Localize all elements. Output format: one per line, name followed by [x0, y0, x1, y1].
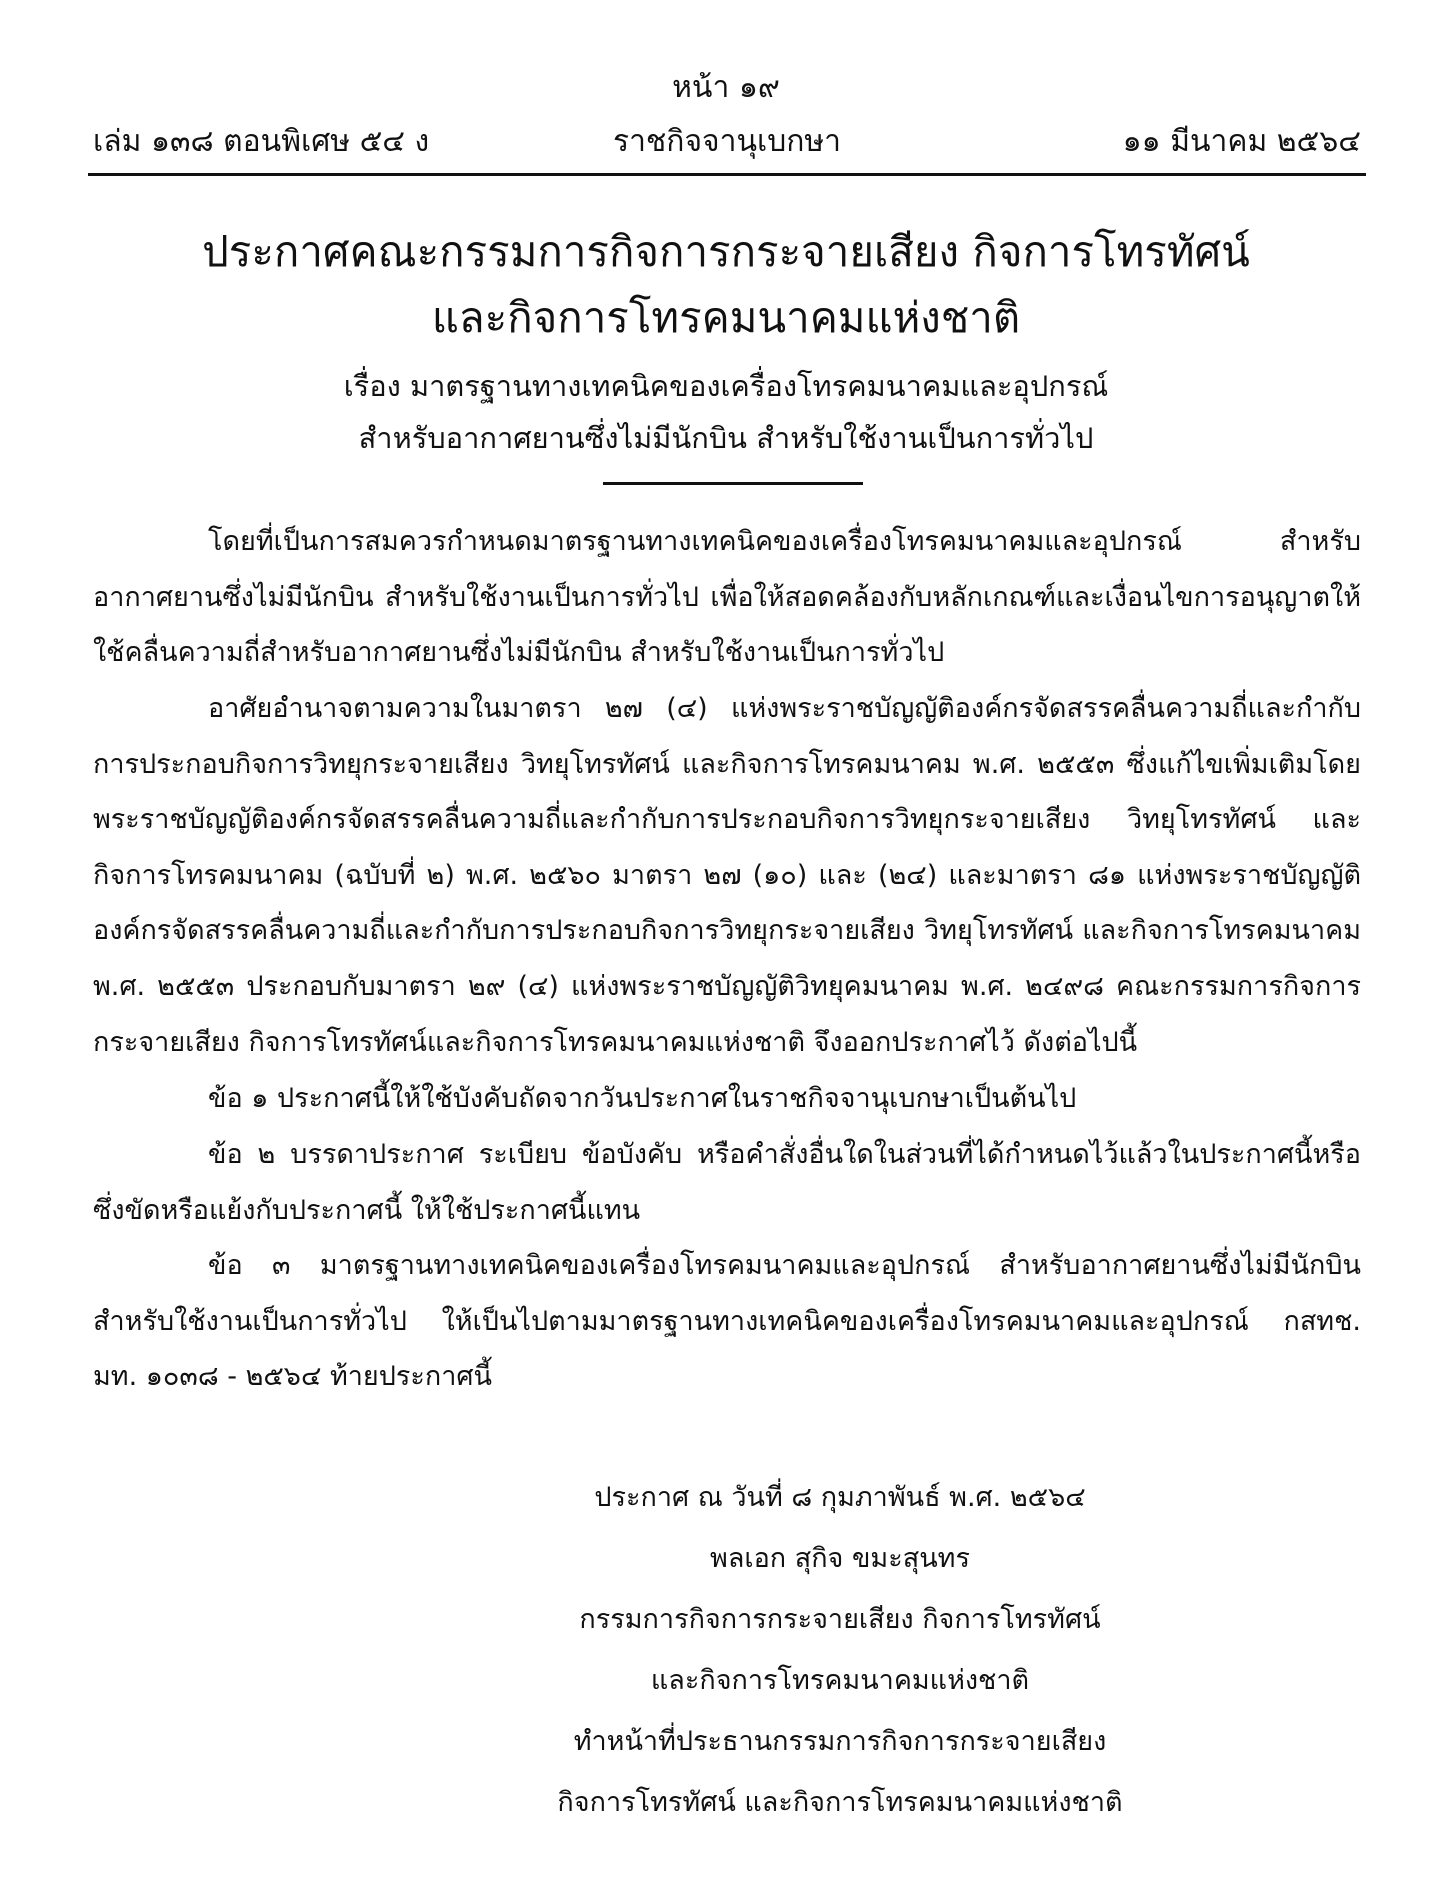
page-number: หน้า ๑๙ — [672, 70, 780, 105]
paragraph-text: อาศัยอำนาจตามความในมาตรา ๒๗ (๔) แห่งพระราชบัญญัติองค์กรจัดสรรคลื่นความถี่และกำกับการประกอบกิจการวิทยุกระจายเสียง วิทยุโทรทัศน์ และกิจการโทรคมนาคม พ.ศ. ๒๕๕๓ ซึ่งแก้ไขเพิ่มเติมโดยพระราชบัญญัติองค์กรจัดสรรคลื่นความถี่และกำกับการประกอบกิจการวิทยุกระจายเสียง วิทยุโทรทัศน์ และกิจการโทรคมนาคม (ฉบับที่ ๒) พ.ศ. ๒๕๖๐ มาตรา ๒๗ (๑๐) และ (๒๔) และมาตรา ๘๑ แห่งพระราชบัญญัติองค์กรจัดสรรคลื่นความถี่และกำกับการประกอบกิจการวิทยุกระจายเสียง วิทยุโทรทัศน์ และกิจการโทรคมนาคม พ.ศ. ๒๕๕๓ ประกอบกับมาตรา ๒๙ (๔) แห่งพระราชบัญญัติวิทยุคมนาคม พ.ศ. ๒๔๙๘ คณะกรรมการกิจการกระจายเสียง กิจการโทรทัศน์และกิจการโทรคมนาคมแห่งชาติ จึงออกประกาศไว้ ดังต่อไปนี้ — [93, 693, 1361, 1058]
volume-issue: เล่ม ๑๓๘ ตอนพิเศษ ๕๔ ง — [93, 124, 430, 159]
announcement-title-line-1: ประกาศคณะกรรมการกิจการกระจายเสียง กิจการโทรทัศน์ — [202, 227, 1250, 276]
title-divider — [603, 482, 863, 485]
clause-2 — [93, 1127, 1361, 1238]
header-divider — [88, 173, 1366, 176]
paragraph-authority — [93, 681, 1361, 1070]
signatory-name: พลเอก สุกิจ ขมะสุนทร — [710, 1543, 970, 1574]
signatory-position-4: กิจการโทรทัศน์ และกิจการโทรคมนาคมแห่งชาติ — [557, 1787, 1123, 1818]
signatory-position-1: กรรมการกิจการกระจายเสียง กิจการโทรทัศน์ — [579, 1604, 1101, 1635]
gazette-header — [93, 122, 1361, 162]
signature-block — [520, 1467, 1160, 1833]
signature-date: ประกาศ ณ วันที่ ๘ กุมภาพันธ์ พ.ศ. ๒๕๖๔ — [594, 1482, 1086, 1513]
paragraph-text: ข้อ ๑ ประกาศนี้ให้ใช้บังคับถัดจากวันประกาศในราชกิจจานุเบกษาเป็นต้นไป — [208, 1083, 1077, 1114]
paragraph-text: ข้อ ๒ บรรดาประกาศ ระเบียบ ข้อบังคับ หรือคำสั่งอื่นใดในส่วนที่ได้กำหนดไว้แล้วในประกาศนี้หรือซึ่งขัดหรือแย้งกับประกาศนี้ ให้ใช้ประกาศนี้แทน — [93, 1139, 1361, 1226]
paragraph-text: โดยที่เป็นการสมควรกำหนดมาตรฐานทางเทคนิคของเครื่องโทรคมนาคมและอุปกรณ์ สำหรับอากาศยานซึ่งไม่มีนักบิน สำหรับใช้งานเป็นการทั่วไป เพื่อให้สอดคล้องกับหลักเกณฑ์และเงื่อนไขการอนุญาตให้ใช้คลื่นความถี่สำหรับอากาศยานซึ่งไม่มีนักบิน สำหรับใช้งานเป็นการทั่วไป — [93, 526, 1361, 669]
subject-line-1: เรื่อง มาตรฐานทางเทคนิคของเครื่องโทรคมนาคมและอุปกรณ์ — [343, 369, 1109, 403]
gazette-name: ราชกิจจานุเบกษา — [612, 124, 842, 159]
publication-date: ๑๑ มีนาคม ๒๕๖๔ — [1122, 124, 1361, 159]
clause-3 — [93, 1238, 1361, 1405]
subject-line-2: สำหรับอากาศยานซึ่งไม่มีนักบิน สำหรับใช้งานเป็นการทั่วไป — [358, 421, 1094, 455]
clause-1 — [93, 1071, 1361, 1127]
signatory-position-2: และกิจการโทรคมนาคมแห่งชาติ — [650, 1665, 1030, 1696]
announcement-title-line-2: และกิจการโทรคมนาคมแห่งชาติ — [431, 293, 1021, 342]
signatory-position-3: ทำหน้าที่ประธานกรรมการกิจการกระจายเสียง — [573, 1726, 1107, 1757]
paragraph-text: ข้อ ๓ มาตรฐานทางเทคนิคของเครื่องโทรคมนาคมและอุปกรณ์ สำหรับอากาศยานซึ่งไม่มีนักบิน สำหรับใช้งานเป็นการทั่วไป ให้เป็นไปตามมาตรฐานทางเทคนิคของเครื่องโทรคมนาคมและอุปกรณ์ กสทช. มท. ๑๐๓๘ - ๒๕๖๔ ท้ายประกาศนี้ — [93, 1250, 1361, 1393]
paragraph-preamble — [93, 514, 1361, 681]
